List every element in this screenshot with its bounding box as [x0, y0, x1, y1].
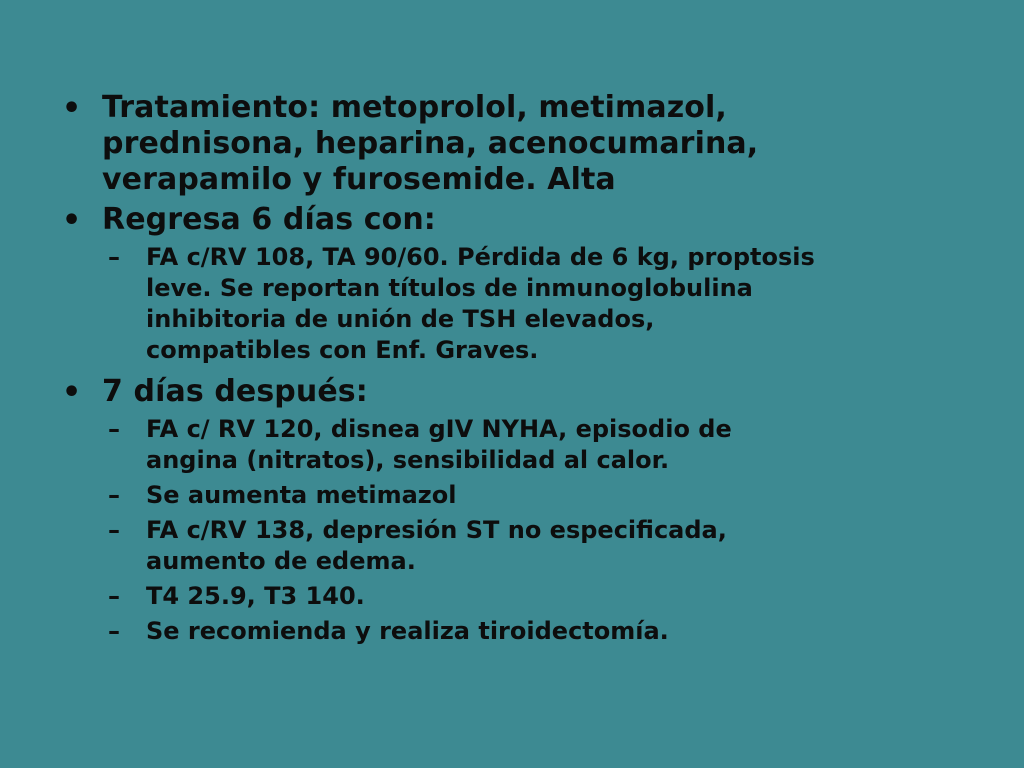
subitem-line: FA c/RV 108, TA 90/60. Pérdida de 6 kg, proptosis [146, 243, 815, 271]
bullet-line: verapamilo y furosemide. Alta [102, 162, 616, 197]
subitem-line: FA c/ RV 120, disnea gIV NYHA, episodio de [146, 415, 732, 443]
subitem-line: Se recomienda y realiza tiroidectomía. [146, 617, 669, 645]
subitem-t4-t3 [62, 581, 992, 612]
subitem-line: T4 25.9, T3 140. [146, 582, 365, 610]
subitem-line: Se aumenta metimazol [146, 481, 457, 509]
bullet-text [102, 374, 992, 410]
bullet-text [102, 202, 992, 238]
subitem-line: inhibitoria de unión de TSH elevados, [146, 305, 655, 333]
bullet-marker: • [62, 375, 82, 410]
subitem-line: angina (nitratos), sensibilidad al calor. [146, 446, 670, 474]
bullet-marker: • [62, 91, 82, 126]
subitem-line: aumento de edema. [146, 547, 416, 575]
bullet-seven-days [62, 374, 992, 410]
dash-marker: – [108, 243, 120, 271]
sublist-returns [62, 242, 992, 366]
dash-marker: – [108, 516, 120, 544]
slide-content [62, 90, 992, 655]
bullet-line: 7 días después: [102, 374, 368, 409]
subitem-thyroidectomy [62, 616, 992, 647]
subitem-line: FA c/RV 138, depresión ST no especificada, [146, 516, 727, 544]
bullet-text [102, 90, 992, 198]
subitem-metimazol [62, 480, 992, 511]
subitem-vitals [62, 242, 992, 366]
dash-marker: – [108, 617, 120, 645]
subitem-st-depression [62, 515, 992, 577]
bullet-line: prednisona, heparina, acenocumarina, [102, 126, 759, 161]
bullet-treatment [62, 90, 992, 198]
subitem-line: compatibles con Enf. Graves. [146, 336, 539, 364]
bullet-returns [62, 202, 992, 238]
bullet-line: Tratamiento: metoprolol, metimazol, [102, 90, 727, 125]
dash-marker: – [108, 415, 120, 443]
bullet-line: Regresa 6 días con: [102, 202, 436, 237]
subitem-line: leve. Se reportan títulos de inmunoglobulina [146, 274, 753, 302]
bullet-marker: • [62, 203, 82, 238]
dash-marker: – [108, 582, 120, 610]
subitem-dyspnea [62, 414, 992, 476]
sublist-seven-days [62, 414, 992, 647]
dash-marker: – [108, 481, 120, 509]
